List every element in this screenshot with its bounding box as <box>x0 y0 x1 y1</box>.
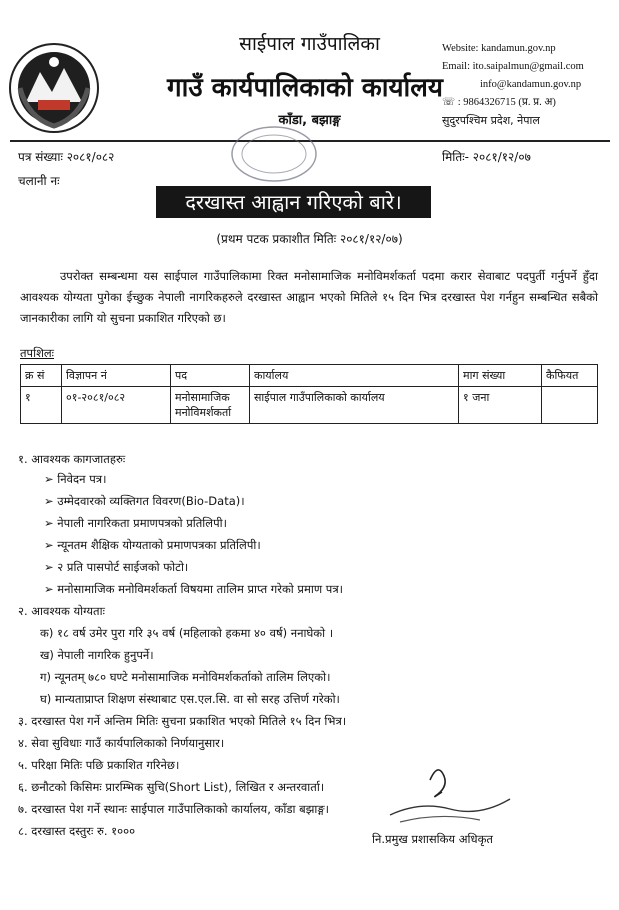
signature-icon <box>380 760 550 835</box>
notice-title-banner: दरखास्त आह्वान गरिएको बारे। <box>156 186 431 218</box>
office-stamp-icon <box>228 124 320 184</box>
phone-text: ☏ : 9864326715 (प्र. प्र. अ) <box>442 97 556 108</box>
arrow-bullet-icon: ➢ <box>44 516 58 530</box>
list-item: ➢ २ प्रति पासपोर्ट साईजको फोटो। <box>44 560 189 574</box>
table-header-row <box>21 365 598 387</box>
letter-date: मितिः- २०८१/१२/०७ <box>442 150 531 164</box>
list-item: ➢ न्यूनतम शैक्षिक योग्यताको प्रमाणपत्रका प्रतिलिपी। <box>44 538 261 552</box>
section-documents-heading: १. आवश्यक कागजातहरुः <box>18 452 126 466</box>
col-remarks: कैफियत <box>542 365 598 387</box>
list-item: ➢ नेपाली नागरिकता प्रमाणपत्रको प्रतिलिपी। <box>44 516 227 530</box>
publication-date: (प्रथम पटक प्रकाशीत मितिः २०८१/१२/०७) <box>216 232 403 246</box>
notice-body: उपरोक्त सम्बन्धमा यस साईपाल गाउँपालिकामा रिक्त मनोसामाजिक मनोविमर्शकर्ता पदमा करार सेवाबाट पदपुर्ती गर्नुपर्ने हुँदा आवश्यक योग्यता पुगेका ईच्छुक नेपाली नागरिकहरुले दरखास्त आह्वान भएको मितिले १५ दिन भित्र दरखास्त पेश गर्नहुन सम्बन्धित सबैको जानकारीका लागि यो सुचना प्रकाशित गरिएको छ। <box>20 269 598 325</box>
section-benefits: ४. सेवा सुविधाः गाउँ कार्यपालिकाको निर्णयानुसार। <box>18 736 225 750</box>
arrow-bullet-icon: ➢ <box>44 560 58 574</box>
section-qualification-heading: २. आवश्यक योग्यताः <box>18 604 105 618</box>
col-serial: क्र सं <box>21 365 62 387</box>
list-item: क) १८ वर्ष उमेर पुरा गरि ३५ वर्ष (महिलाको हकमा ४० वर्ष) ननाघेको । <box>40 626 334 640</box>
list-item: ख) नेपाली नागरिक हुनुपर्ने। <box>40 648 154 662</box>
section-deadline: ३. दरखास्त पेश गर्ने अन्तिम मितिः सुचना प्रकाशित भएको मितिले १५ दिन भित्र। <box>18 714 347 728</box>
email-text[interactable]: Email: ito.saipalmun@gmail.com <box>442 61 584 72</box>
cell-demand: १ जना <box>459 387 542 424</box>
list-item: ➢ मनोसामाजिक मनोविमर्शकर्ता विषयमा तालिम प्राप्त गरेको प्रमाण पत्र। <box>44 582 344 596</box>
signatory-title: नि.प्रमुख प्रशासकिय अधिकृत <box>372 832 493 846</box>
list-item: घ) मान्यताप्राप्त शिक्षण संस्थाबाट एस.एल.सि. वा सो सरह उत्तिर्ण गरेको। <box>40 692 340 706</box>
list-item: ग) न्यूनतम् ७८० घण्टे मनोसामाजिक मनोविमर्शकर्ताको तालिम लिएको। <box>40 670 331 684</box>
cell-serial: १ <box>21 387 62 424</box>
section-submission-place: ७. दरखास्त पेश गर्ने स्थानः साईपाल गाउँपालिकाको कार्यालय, काँडा बझाङ्ग। <box>18 802 330 816</box>
arrow-bullet-icon: ➢ <box>44 582 58 596</box>
cell-ad-number: ०१-२०८१/०८२ <box>62 387 171 424</box>
vacancy-table <box>20 364 598 424</box>
col-ad-number: विज्ञापन नं <box>62 365 171 387</box>
arrow-bullet-icon: ➢ <box>44 472 58 486</box>
section-selection: ६. छनौटको किसिमः प्रारम्भिक सुचि(Short List), लिखित र अन्तरवार्ता। <box>18 780 325 794</box>
office-address: काँडा, बझाङ्ग <box>278 113 341 128</box>
col-position: पद <box>171 365 250 387</box>
cell-position: मनोसामाजिक मनोविमर्शकर्ता <box>171 387 250 424</box>
arrow-bullet-icon: ➢ <box>44 538 58 552</box>
email-secondary-text[interactable]: info@kandamun.gov.np <box>480 79 582 90</box>
section-fee: ८. दरखास्त दस्तुरः रु. १००० <box>18 824 136 838</box>
contact-block <box>442 40 584 130</box>
col-office: कार्यालय <box>250 365 459 387</box>
table-row <box>21 387 598 424</box>
cell-office: साईपाल गाउँपालिकाको कार्यालय <box>250 387 459 424</box>
cell-remarks <box>542 387 598 424</box>
letter-reference: पत्र संख्याः २०८१/०८२ <box>18 150 115 164</box>
municipality-name: साईपाल गाउँपालिका <box>239 33 380 55</box>
office-name: गाउँ कार्यपालिकाको कार्यालय <box>167 73 443 103</box>
province-text: सुदुरपश्चिम प्रदेश, नेपाल <box>442 114 540 127</box>
details-heading: तपशिलः <box>20 346 55 360</box>
list-item: ➢ उम्मेदवारको व्यक्तिगत विवरण(Bio-Data)। <box>44 494 245 508</box>
col-demand: माग संख्या <box>459 365 542 387</box>
dispatch-number: चलानी नः <box>18 174 60 188</box>
list-item: ➢ निवेदन पत्र। <box>44 472 107 486</box>
arrow-bullet-icon: ➢ <box>44 494 58 508</box>
website-text[interactable]: Website: kandamun.gov.np <box>442 43 556 54</box>
section-exam-date: ५. परिक्षा मितिः पछि प्रकाशित गरिनेछ। <box>18 758 180 772</box>
